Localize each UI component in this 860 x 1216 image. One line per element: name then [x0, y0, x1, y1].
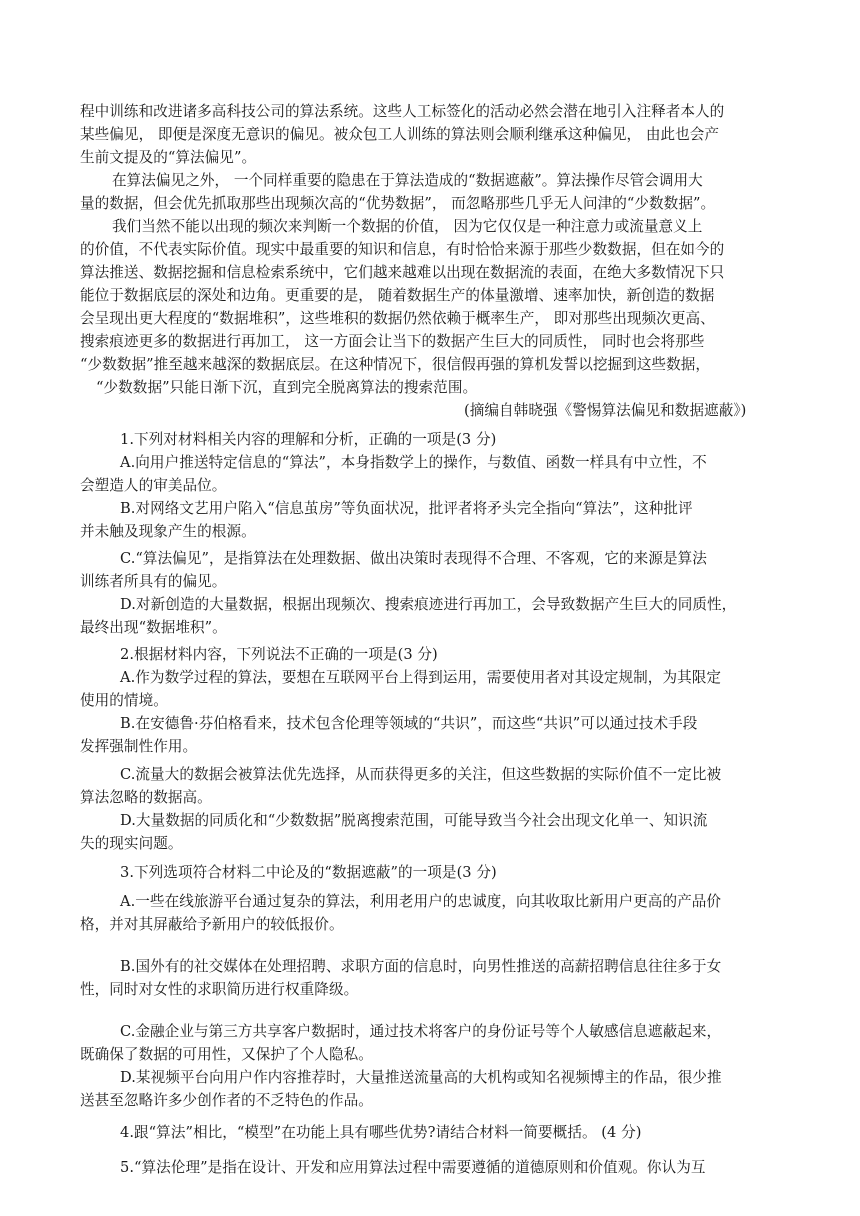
- passage-line: 在算法偏见之外， 一个同样重要的隐患在于算法造成的“数据遮蔽”。算法操作尽管会调用大: [112, 172, 703, 189]
- question-4: 4.跟“算法”相比，“模型”在功能上具有哪些优势?请结合材料一简要概括。 (4 分): [120, 1124, 642, 1141]
- option-a: A.作为数学过程的算法，要想在互联网平台上得到运用，需要使用者对其设定规制，为其限定: [120, 669, 722, 686]
- option-d-cont: 送甚至忽略许多少创作者的不乏特色的作品。: [80, 1092, 373, 1109]
- question-5: 5.“算法伦理”是指在设计、开发和应用算法过程中需要遵循的道德原则和价值观。你认为互: [120, 1159, 706, 1176]
- option-a-cont: 格，并对其屏蔽给予新用户的较低报价。: [80, 916, 344, 933]
- option-d-cont: 最终出现“数据堆积”。: [80, 619, 227, 636]
- passage-line: 程中训练和改进诸多高科技公司的算法系统。这些人工标签化的活动必然会潜在地引入注释者本人的: [80, 103, 725, 120]
- passage-line: 算法推送、数据挖掘和信息检索系统中，它们越来越难以出现在数据流的表面，在绝大多数情况下只: [80, 264, 725, 281]
- option-b-cont: 发挥强制性作用。: [80, 738, 198, 755]
- option-d: D.大量数据的同质化和“少数数据”脱离搜索范围，可能导致当今社会出现文化单一、知识流: [120, 812, 708, 829]
- option-c: C.“算法偏见”，是指算法在处理数据、做出决策时表现得不合理、不客观，它的来源是算法: [120, 550, 707, 567]
- passage-line: 搜索痕迹更多的数据进行再加工， 这一方面会让当下的数据产生巨大的同质性， 同时也会将那些: [80, 333, 705, 350]
- option-d: D.某视频平台向用户作内容推荐时，大量推送流量高的大机构或知名视频博主的作品，很少推: [120, 1069, 722, 1086]
- passage-line: 会呈现出更大程度的“数据堆积”，这些堆积的数据仍然依赖于概率生产， 即对那些出现频次更高、: [80, 310, 715, 327]
- option-b-cont: 并未触及现象产生的根源。: [80, 523, 256, 540]
- option-a: A.向用户推送特定信息的“算法”，本身指数学上的操作，与数值、函数一样具有中立性，不: [120, 454, 707, 471]
- option-c: C.金融企业与第三方共享客户数据时，通过技术将客户的身份证号等个人敏感信息遮蔽起来，: [120, 1023, 722, 1040]
- question-stem: 2.根据材料内容，下列说法不正确的一项是(3 分): [120, 646, 438, 663]
- option-b: B.对网络文艺用户陷入“信息茧房”等负面状况，批评者将矛头完全指向“算法”，这种批评: [120, 500, 693, 517]
- option-b: B.在安德鲁·芬伯格看来，技术包含伦理等领域的“共识”，而这些“共识”可以通过技术手段: [120, 715, 698, 732]
- option-b-cont: 性，同时对女性的求职简历进行权重降级。: [80, 981, 359, 998]
- option-c-cont: 训练者所具有的偏见。: [80, 573, 227, 590]
- option-a: A.一些在线旅游平台通过复杂的算法，利用老用户的忠诚度，向其收取比新用户更高的产品价: [120, 893, 722, 910]
- passage-line: 的价值，不代表实际价值。现实中最重要的知识和信息，有时恰恰来源于那些少数数据，但在如今的: [80, 241, 725, 258]
- option-a-cont: 会塑造人的审美品位。: [80, 477, 227, 494]
- passage-line: 生前文提及的“算法偏见”。: [80, 149, 257, 166]
- question-stem: 3.下列选项符合材料二中论及的“数据遮蔽”的一项是(3 分): [120, 864, 497, 881]
- passage-line: 我们当然不能以出现的频次来判断一个数据的价值， 因为它仅仅是一种注意力或流量意义上: [112, 218, 703, 235]
- option-c: C.流量大的数据会被算法优先选择，从而获得更多的关注，但这些数据的实际价值不一定比被: [120, 766, 722, 783]
- question-stem: 1.下列对材料相关内容的理解和分析，正确的一项是(3 分): [120, 431, 497, 448]
- passage-line: 某些偏见， 即便是深度无意识的偏见。被众包工人训练的算法则会顺利继承这种偏见， 由此也会产: [80, 126, 720, 143]
- passage-line: “少数数据”推至越来越深的数据底层。在这种情况下，很信假再强的算机发誓以挖掘到这些数据，: [80, 356, 711, 373]
- option-c-cont: 算法忽略的数据高。: [80, 789, 212, 806]
- passage-source: (摘编自韩晓强《警惕算法偏见和数据遮蔽》): [464, 402, 747, 419]
- option-c-cont: 既确保了数据的可用性，又保护了个人隐私。: [80, 1046, 373, 1063]
- passage-line: 量的数据，但会优先抓取那些出现频次高的“优势数据”， 而忽略那些几乎无人问津的“少数数据”。: [80, 195, 716, 212]
- option-b: B.国外有的社交媒体在处理招聘、求职方面的信息时，向男性推送的高薪招聘信息往往多于女: [120, 958, 722, 975]
- passage-line: 能位于数据底层的深处和边角。更重要的是， 随着数据生产的体量激增、速率加快，新创造的数据: [80, 287, 715, 304]
- option-d-cont: 失的现实问题。: [80, 835, 183, 852]
- option-d: D.对新创造的大量数据，根据出现频次、搜索痕迹进行再加工，会导致数据产生巨大的同质性，: [120, 596, 737, 613]
- option-a-cont: 使用的情境。: [80, 692, 168, 709]
- passage-line: “少数数据”只能日渐下沉，直到完全脱离算法的搜索范围。: [96, 379, 478, 396]
